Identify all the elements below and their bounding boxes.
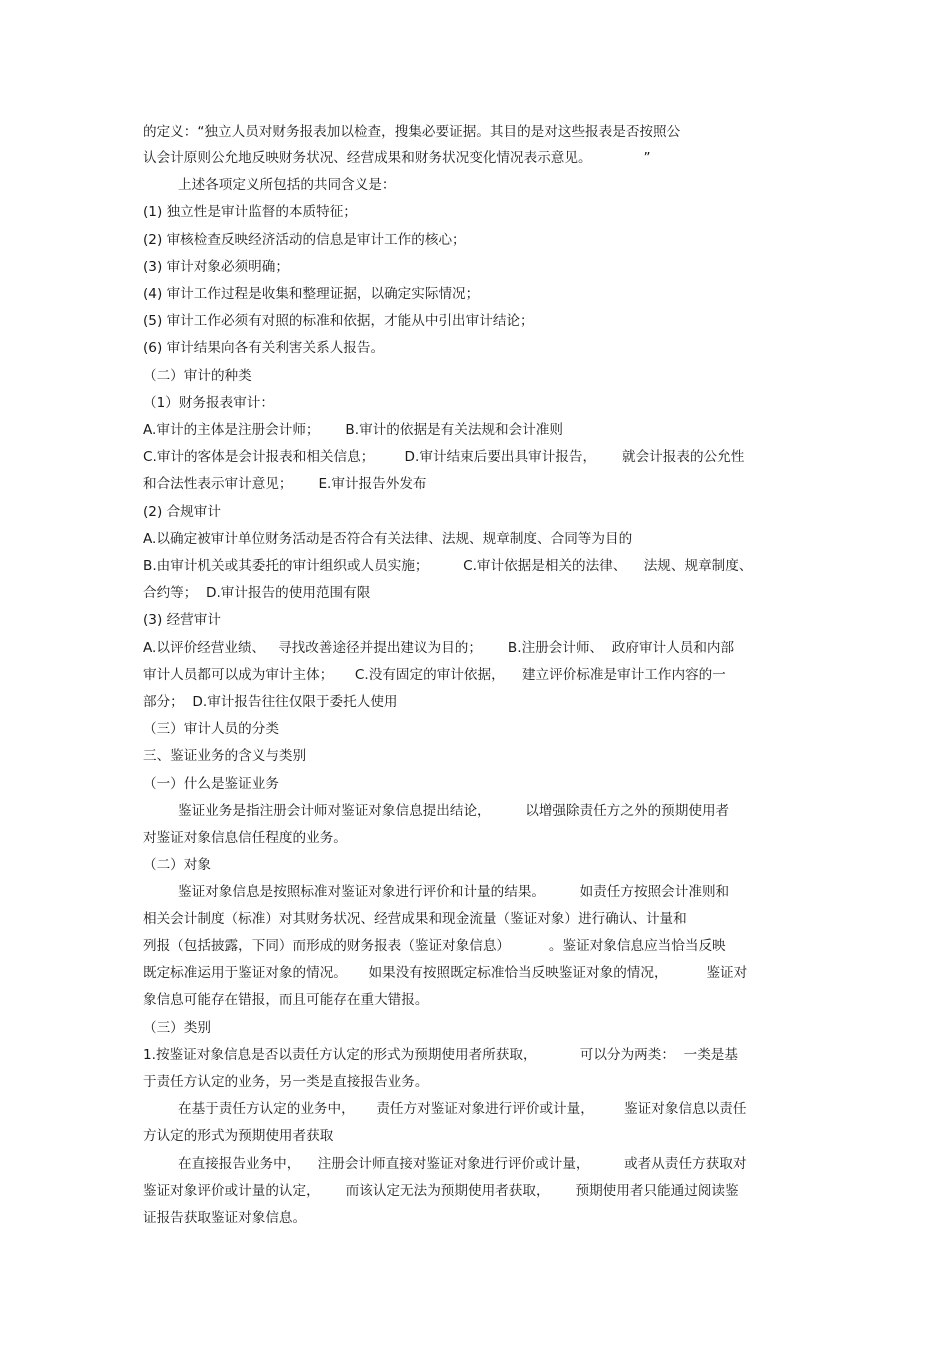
text-line: (2) 合规审计 bbox=[143, 504, 221, 520]
text-line: （三）审计人员的分类 bbox=[143, 721, 279, 737]
text-line: A.以确定被审计单位财务活动是否符合有关法律、法规、规章制度、合同等为目的 bbox=[143, 531, 633, 547]
text-line: 既定标准运用于鉴证对象的情况。 如果没有按照既定标准恰当反映鉴证对象的情况， 鉴证对 bbox=[143, 965, 748, 981]
text-line: (1) 独立性是审计监督的本质特征； bbox=[143, 204, 357, 220]
text-line: 证报告获取鉴证对象信息。 bbox=[143, 1210, 307, 1226]
text-line: 审计人员都可以成为审计主体； C.没有固定的审计依据， 建立评价标准是审计工作内容的一 bbox=[143, 667, 726, 683]
text-line: 方认定的形式为预期使用者获取 bbox=[143, 1128, 334, 1144]
text-line: 鉴证对象信息是按照标准对鉴证对象进行评价和计量的结果。 如责任方按照会计准则和 bbox=[178, 884, 730, 900]
text-line: 1.按鉴证对象信息是否以责任方认定的形式为预期使用者所获取， 可以分为两类： 一类是基 bbox=[143, 1047, 738, 1063]
text-line: 列报（包括披露，下同）而形成的财务报表（鉴证对象信息） 。鉴证对象信息应当恰当反映 bbox=[143, 938, 726, 954]
text-line: 三、鉴证业务的含义与类别 bbox=[143, 748, 307, 764]
text-line: (5) 审计工作必须有对照的标准和依据，才能从中引出审计结论； bbox=[143, 313, 534, 329]
text-line: A.审计的主体是注册会计师； B.审计的依据是有关法规和会计准则 bbox=[143, 422, 563, 438]
text-line: B.由审计机关或其委托的审计组织或人员实施； C.审计依据是相关的法律、 法规、规章制度、 bbox=[143, 558, 753, 574]
text-line: (3) 审计对象必须明确； bbox=[143, 259, 289, 275]
text-line: C.审计的客体是会计报表和相关信息； D.审计结束后要出具审计报告， 就会计报表的公允性 bbox=[143, 449, 745, 465]
text-line: 鉴证业务是指注册会计师对鉴证对象信息提出结论， 以增强除责任方之外的预期使用者 bbox=[178, 803, 730, 819]
text-line: 对鉴证对象信息信任程度的业务。 bbox=[143, 830, 347, 846]
text-line: (3) 经营审计 bbox=[143, 612, 221, 628]
text-line: 合约等； D.审计报告的使用范围有限 bbox=[143, 585, 371, 601]
text-line: 上述各项定义所包括的共同含义是： bbox=[178, 177, 396, 193]
text-line: 鉴证对象评价或计量的认定， 而该认定无法为预期使用者获取， 预期使用者只能通过阅读鉴 bbox=[143, 1183, 739, 1199]
text-line: A.以评价经营业绩、 寻找改善途径并提出建议为目的； B.注册会计师、 政府审计人员和内部 bbox=[143, 640, 735, 656]
text-line: （一）什么是鉴证业务 bbox=[143, 776, 279, 792]
text-line: 在基于责任方认定的业务中， 责任方对鉴证对象进行评价或计量， 鉴证对象信息以责任 bbox=[178, 1101, 747, 1117]
text-line: （1）财务报表审计： bbox=[143, 395, 274, 411]
text-line: 部分； D.审计报告往往仅限于委托人使用 bbox=[143, 694, 398, 710]
text-line: 的定义：“独立人员对财务报表加以检查，搜集必要证据。其目的是对这些报表是否按照公 bbox=[143, 124, 681, 140]
text-line: (6) 审计结果向各有关利害关系人报告。 bbox=[143, 340, 385, 356]
text-line: 于责任方认定的业务，另一类是直接报告业务。 bbox=[143, 1074, 429, 1090]
text-line: 象信息可能存在错报，而且可能存在重大错报。 bbox=[143, 992, 429, 1008]
text-line: （三）类别 bbox=[143, 1020, 211, 1036]
text-line: 相关会计制度（标准）对其财务状况、经营成果和现金流量（鉴证对象）进行确认、计量和 bbox=[143, 911, 687, 927]
text-line: (2) 审核检查反映经济活动的信息是审计工作的核心； bbox=[143, 232, 466, 248]
text-line: （二）审计的种类 bbox=[143, 368, 252, 384]
text-line: (4) 审计工作过程是收集和整理证据，以确定实际情况； bbox=[143, 286, 480, 302]
text-line: 和合法性表示审计意见； E.审计报告外发布 bbox=[143, 476, 427, 492]
text-line: （二）对象 bbox=[143, 857, 211, 873]
text-line: 认会计原则公允地反映财务状况、经营成果和财务状况变化情况表示意见。 ” bbox=[143, 150, 651, 166]
text-line: 在直接报告业务中， 注册会计师直接对鉴证对象进行评价或计量， 或者从责任方获取对 bbox=[178, 1156, 747, 1172]
